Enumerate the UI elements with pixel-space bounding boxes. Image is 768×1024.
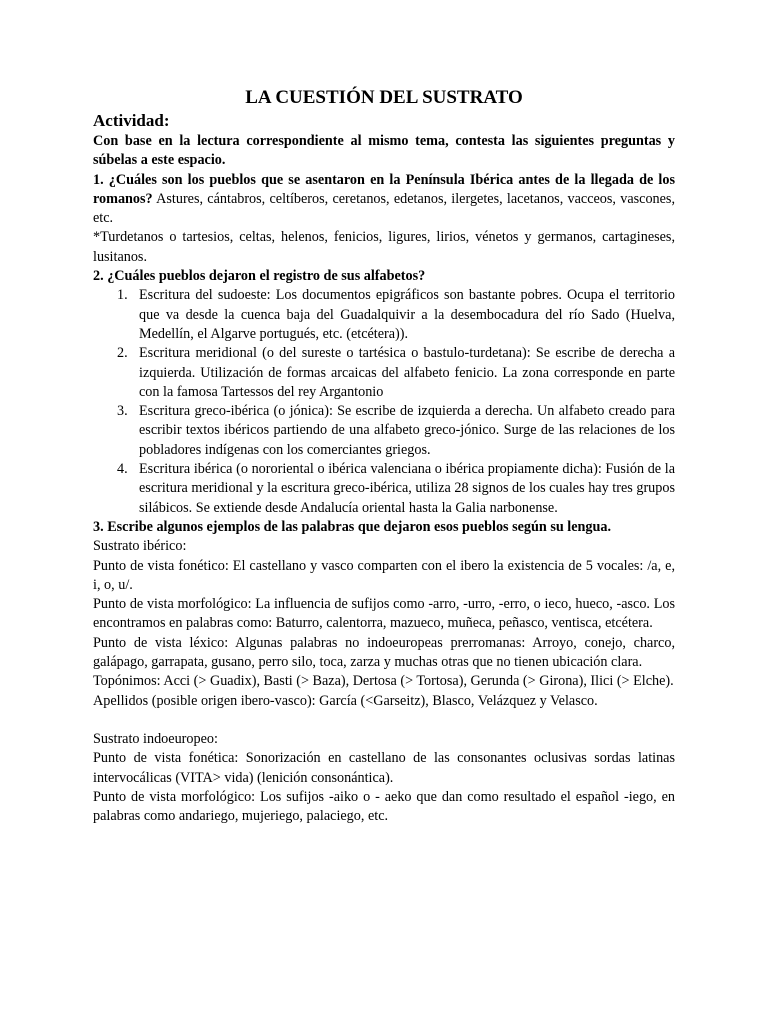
list-text: Escritura greco-ibérica (o jónica): Se escribe de izquierda a derecha. Un alfabeto creado para escribir textos ibéricos partiendo de una alfabeto greco-jónico. Surge de las relaciones de los pobladores indígenas con los comerciantes griegos.	[139, 403, 675, 458]
iberico-fonetico: Punto de vista fonético: El castellano y vasco comparten con el ibero la existencia de 5 vocales: /a, e, i, o, u/.	[93, 557, 675, 593]
answer-1: Astures, cántabros, celtíberos, ceretanos, edetanos, ilergetes, lacetanos, vacceos, vascones, etc.	[93, 190, 675, 227]
list-text: Escritura meridional (o del sureste o tartésica o bastulo-turdetana): Se escribe de derecha a izquierda. Utilización de formas arcaicas del alfabeto fenicio. La zona corresponde en parte con la famosa Tartessos del rey Argantonio	[139, 345, 675, 400]
document-page	[93, 86, 675, 826]
list-item	[93, 286, 675, 344]
indoeuropeo-morfologico: Punto de vista morfológico: Los sufijos -aiko o - aeko que dan como resultado el español -iego, en palabras como andariego, mujeriego, palaciego, etc.	[93, 788, 675, 825]
iberico-toponimos: Topónimos: Acci (> Guadix), Basti (> Baza), Dertosa (> Tortosa), Gerunda (> Girona), Ilici (> Elche).	[93, 673, 674, 690]
list-item	[93, 344, 675, 402]
indoeuropeo-heading: Sustrato indoeuropeo:	[93, 730, 218, 747]
iberico-morfologico: Punto de vista morfológico: La influencia de sufijos como -arro, -urro, -erro, o ieco, hueco, -asco. Los encontramos en palabras como: Baturro, calentorra, mazueco, muñeca, peñasco, ventisca, etcétera.	[93, 596, 675, 632]
question-2: 2. ¿Cuáles pueblos dejaron el registro de sus alfabetos?	[93, 268, 426, 285]
instructions: Con base en la lectura correspondiente al mismo tema, contesta las siguientes preguntas y súbelas a este espacio.	[93, 133, 675, 169]
list-number: 4.	[117, 461, 128, 478]
list-item	[93, 460, 675, 518]
iberico-heading: Sustrato ibérico:	[93, 538, 187, 555]
list-item	[93, 402, 675, 460]
answer-1-note: *Turdetanos o tartesios, celtas, helenos, fenicios, ligures, lirios, vénetos y germanos, cartagineses, lusitanos.	[93, 229, 675, 265]
list-text: Escritura ibérica (o nororiental o ibérica valenciana o ibérica propiamente dicha): Fusión de la escritura meridional y la escritura greco-ibérica, utiliza 28 signos de los cuales hay tres grupos silábicos. Se extiende desde Andalucía oriental hasta la Galia narbonense.	[139, 461, 675, 516]
question-1: 1. ¿Cuáles son los pueblos que se asentaron en la Península Ibérica antes de la llegada de los romanos?	[93, 171, 675, 207]
list-number: 2.	[117, 345, 128, 362]
activity-heading: Actividad:	[93, 111, 170, 130]
iberico-lexico: Punto de vista léxico: Algunas palabras no indoeuropeas prerromanas: Arroyo, conejo, charco, galápago, garrapata, gusano, perro silo, toca, zarza y muchas otras que no tienen ubicación clara.	[93, 634, 675, 671]
indoeuropeo-fonetica: Punto de vista fonética: Sonorización en castellano de las consonantes oclusivas sordas latinas intervocálicas (VITA> vida) (lenición consonántica).	[93, 750, 675, 786]
iberico-apellidos: Apellidos (posible origen ibero-vasco): García (<Garseitz), Blasco, Velázquez y Velasco.	[93, 692, 598, 709]
list-text: Escritura del sudoeste: Los documentos epigráficos son bastante pobres. Ocupa el territorio que va desde la cuenca baja del Guadalquivir a la desembocadura del río Sado (Huelva, Medellín, el Algarve portugués, etc. (etcétera)).	[139, 287, 675, 342]
question-1-paragraph	[93, 171, 675, 229]
list-number: 1.	[117, 287, 128, 304]
alphabet-list	[93, 286, 675, 518]
question-3: 3. Escribe algunos ejemplos de las palabras que dejaron esos pueblos según su lengua.	[93, 518, 612, 535]
paragraph-spacer	[93, 711, 675, 730]
list-number: 3.	[117, 403, 128, 420]
document-title: LA CUESTIÓN DEL SUSTRATO	[245, 87, 523, 108]
